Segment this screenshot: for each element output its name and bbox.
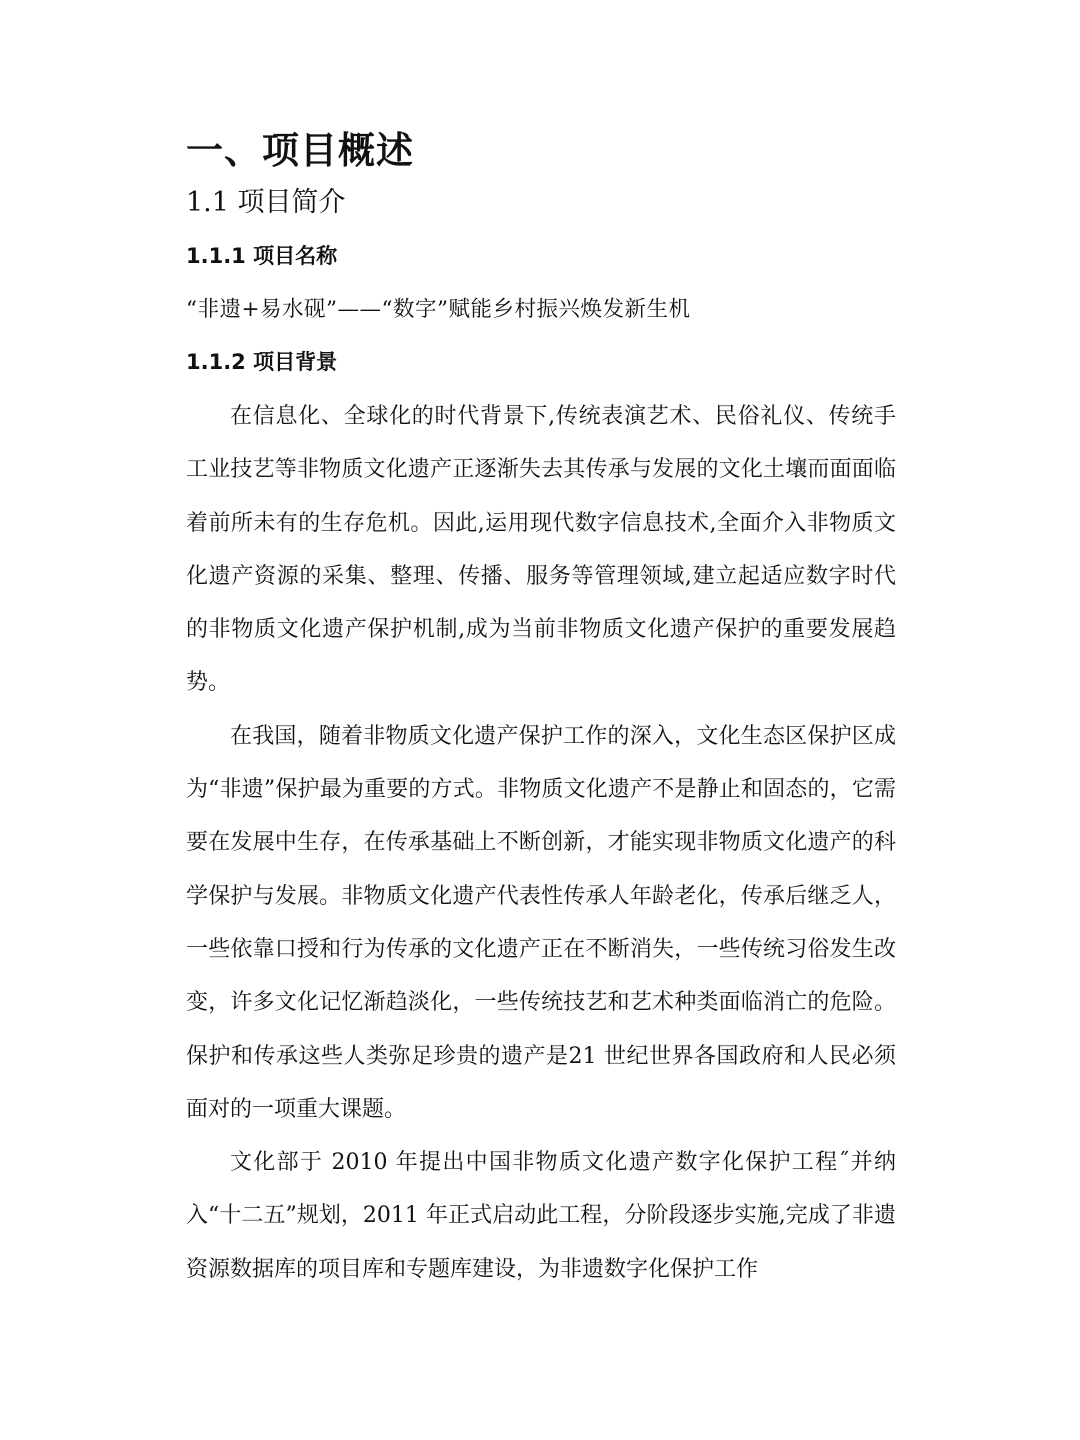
subsection-heading-project-name: 1.1.1 项目名称 — [186, 244, 338, 268]
paragraph: 文化部于 2010 年提出中国非物质文化遗产数字化保护工程˝并纳入“十二五”规划，2011 年正式启动此工程，分阶段逐步实施,完成了非遗资源数据库的项目库和专题库建设，为非遗数字化保护工作 — [186, 1150, 896, 1282]
section-title: 1.1 项目简介 — [186, 187, 346, 218]
project-name: “非遗+易水砚”——“数字”赋能乡村振兴焕发新生机 — [186, 297, 691, 322]
paragraph: 在我国，随着非物质文化遗产保护工作的深入，文化生态区保护区成为“非遗”保护最为重要的方式。非物质文化遗产不是静止和固态的，它需要在发展中生存，在传承基础上不断创新，才能实现非物质文化遗产的科学保护与发展。非物质文化遗产代表性传承人年龄老化，传承后继乏人，一些依靠口授和行为传承的文化遗产正在不断消失，一些传统习俗发生改变，许多文化记忆渐趋淡化，一些传统技艺和艺术种类面临消亡的危险。保护和传承这些人类弥足珍贵的遗产是21 世纪世界各国政府和人民必须面对的一项重大课题。 — [186, 723, 896, 1122]
paragraph: 在信息化、全球化的时代背景下,传统表演艺术、民俗礼仪、传统手工业技艺等非物质文化遗产正逐渐失去其传承与发展的文化土壤而面面临着前所未有的生存危机。因此,运用现代数字信息技术,全面介入非物质文化遗产资源的采集、整理、传播、服务等管理领域,建立起适应数字时代的非物质文化遗产保护机制,成为当前非物质文化遗产保护的重要发展趋势。 — [186, 404, 896, 696]
subsection-heading-background: 1.1.2 项目背景 — [186, 350, 338, 374]
body-text — [186, 390, 896, 1296]
chapter-title: 一、项目概述 — [186, 129, 414, 172]
